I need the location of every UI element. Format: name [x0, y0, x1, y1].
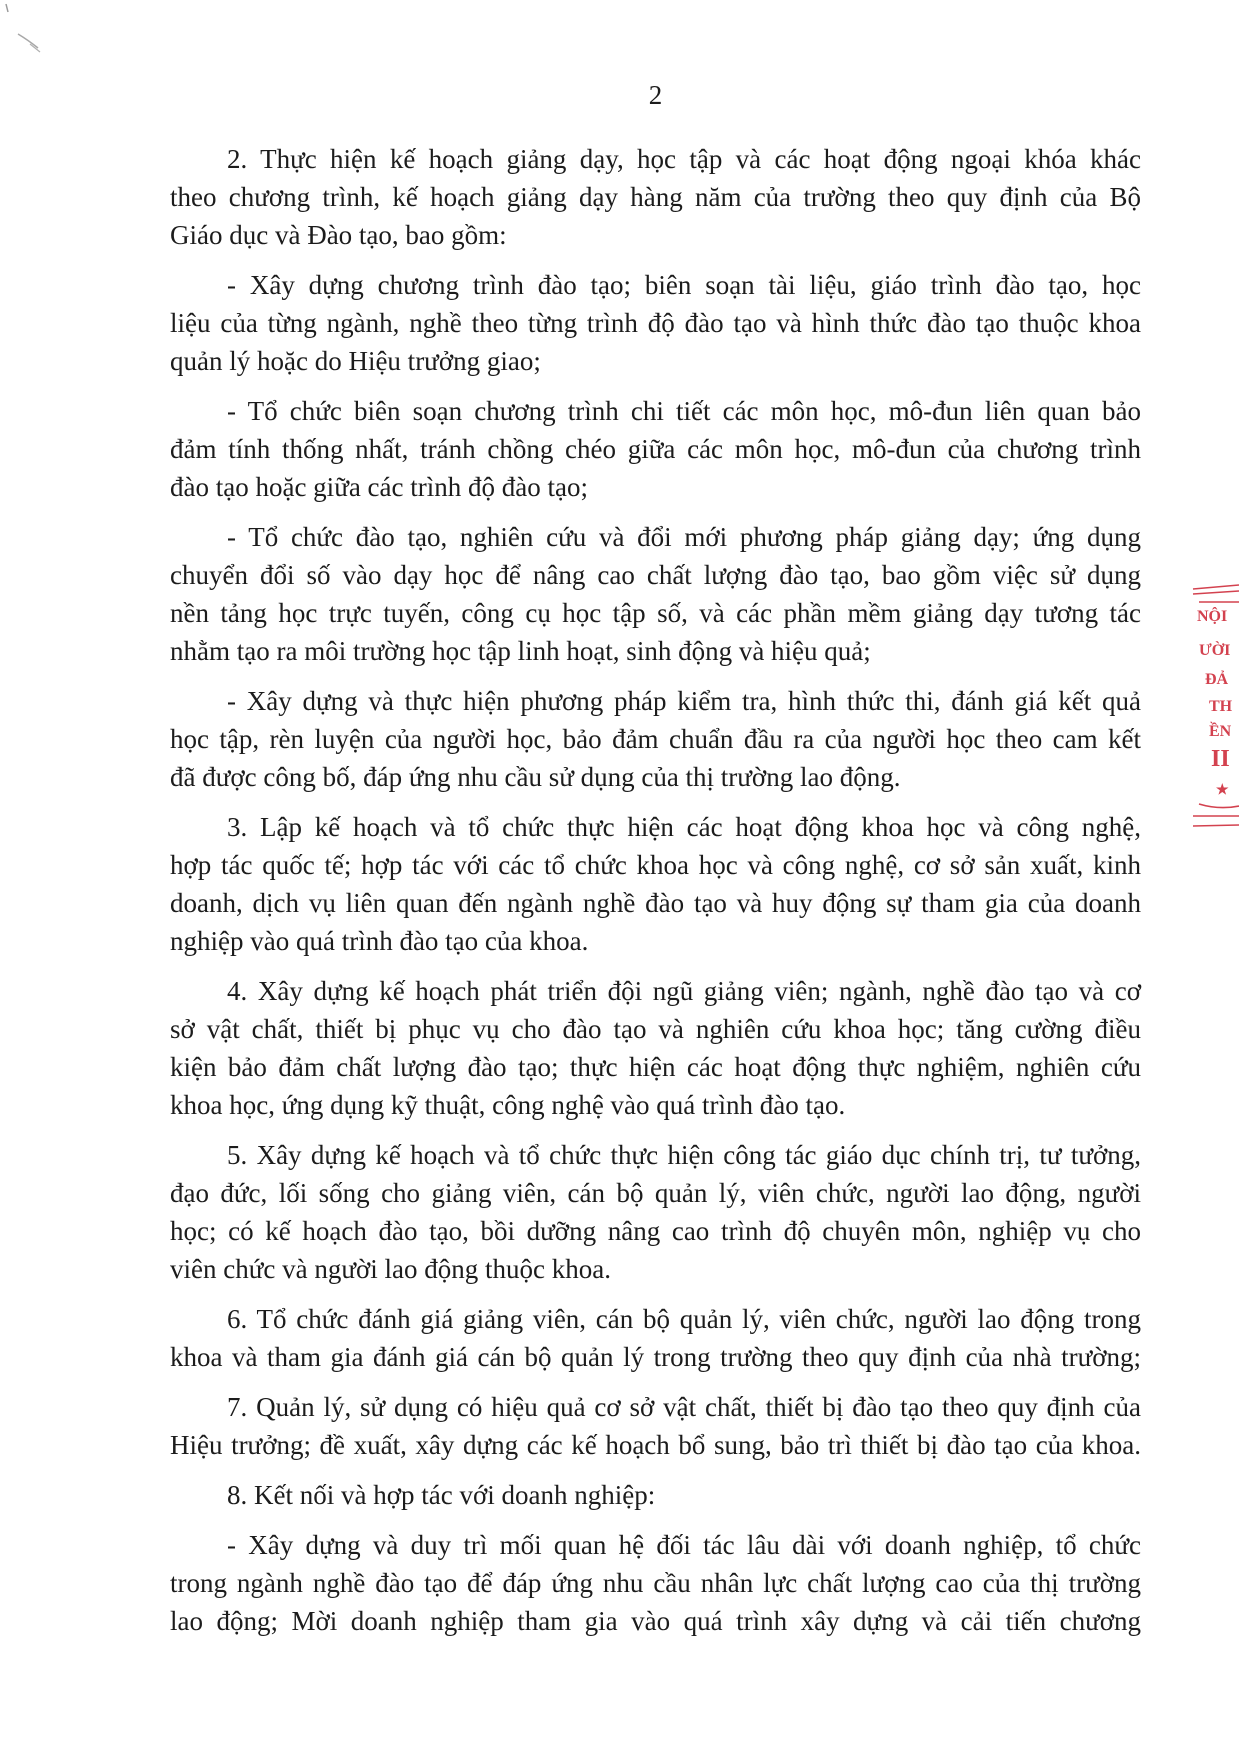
- seal-text: ỀN: [1209, 723, 1232, 740]
- paragraph-line: - Xây dựng và duy trì mối quan hệ đối tác lâu dài với doanh nghiệp, tổ chức: [227, 1530, 1141, 1560]
- paragraph-line: viên chức và người lao động thuộc khoa.: [170, 1254, 611, 1284]
- paragraph-line: 4. Xây dựng kế hoạch phát triển đội ngũ giảng viên; ngành, nghề đào tạo và cơ: [227, 976, 1141, 1006]
- paragraph-line: liệu của từng ngành, nghề theo từng trình độ đào tạo và hình thức đào tạo thuộc khoa: [170, 308, 1141, 338]
- paragraph-line: chuyển đổi số vào dạy học để nâng cao chất lượng đào tạo, bao gồm việc sử dụng: [170, 560, 1141, 590]
- paragraph-line: doanh, dịch vụ liên quan đến ngành nghề đào tạo và huy động sự tham gia của doanh: [170, 888, 1141, 918]
- seal-text: TH: [1209, 698, 1233, 715]
- seal-border-line: [1193, 825, 1239, 826]
- paragraph-line: nền tảng học trực tuyến, công cụ học tập số, và các phần mềm giảng dạy tương tác: [170, 598, 1141, 628]
- paragraph-line: 5. Xây dựng kế hoạch và tổ chức thực hiện công tác giáo dục chính trị, tư tưởng,: [227, 1140, 1141, 1170]
- paragraph-line: quản lý hoặc do Hiệu trưởng giao;: [170, 346, 541, 376]
- paragraph-line: đã được công bố, đáp ứng nhu cầu sử dụng của thị trường lao động.: [170, 762, 901, 792]
- paragraph-line: - Xây dựng chương trình đào tạo; biên soạn tài liệu, giáo trình đào tạo, học: [227, 270, 1141, 300]
- paragraph-line: lao động; Mời doanh nghiệp tham gia vào quá trình xây dựng và cải tiến chương: [170, 1606, 1141, 1636]
- paragraph-line: đạo đức, lối sống cho giảng viên, cán bộ quản lý, viên chức, người lao động, người: [170, 1178, 1141, 1208]
- bullet-paragraph: [170, 682, 1141, 796]
- numbered-paragraph: [170, 1300, 1141, 1376]
- paragraph-line: hợp tác quốc tế; hợp tác với các tổ chức khoa học và công nghệ, cơ sở sản xuất, kinh: [170, 850, 1141, 880]
- page-number: 2: [648, 80, 663, 110]
- seal-text: ĐẢ: [1205, 671, 1229, 688]
- paragraph-line: 3. Lập kế hoạch và tổ chức thực hiện các hoạt động khoa học và công nghệ,: [227, 812, 1141, 842]
- paragraph-line: Giáo dục và Đào tạo, bao gồm:: [170, 220, 507, 250]
- seal-border-line: [1199, 804, 1239, 808]
- red-seal-stamp: [1185, 580, 1239, 840]
- paragraph-line: theo chương trình, kế hoạch giảng dạy hàng năm của trường theo quy định của Bộ: [170, 182, 1141, 212]
- numbered-paragraph: [170, 1476, 1141, 1514]
- paragraph-line: đào tạo hoặc giữa các trình độ đào tạo;: [170, 472, 588, 502]
- numbered-paragraph: [170, 1388, 1141, 1464]
- bullet-paragraph: [170, 266, 1141, 380]
- paragraph-line: 6. Tổ chức đánh giá giảng viên, cán bộ quản lý, viên chức, người lao động trong: [227, 1304, 1141, 1334]
- bullet-paragraph: [170, 392, 1141, 506]
- paragraph-line: kiện bảo đảm chất lượng đào tạo; thực hiện các hoạt động thực nghiệm, nghiên cứu: [170, 1052, 1141, 1082]
- numbered-paragraph: [170, 1136, 1141, 1288]
- paragraph-line: 7. Quản lý, sử dụng có hiệu quả cơ sở vật chất, thiết bị đào tạo theo quy định của: [227, 1392, 1141, 1422]
- paragraph-line: khoa học, ứng dụng kỹ thuật, công nghệ vào quá trình đào tạo.: [170, 1090, 846, 1120]
- paragraph-line: học; có kế hoạch đào tạo, bồi dưỡng nâng cao trình độ chuyên môn, nghiệp vụ cho: [170, 1216, 1141, 1246]
- numbered-paragraph: [170, 972, 1141, 1124]
- paragraph-line: học tập, rèn luyện của người học, bảo đảm chuẩn đầu ra của người học theo cam kết: [170, 724, 1141, 754]
- bullet-paragraph: [170, 518, 1141, 670]
- paragraph-line: Hiệu trưởng; đề xuất, xây dựng các kế hoạch bổ sung, bảo trì thiết bị đào tạo của khoa.: [170, 1430, 1141, 1460]
- numbered-paragraph: [170, 140, 1141, 254]
- document-body: [170, 140, 1141, 1640]
- seal-text: II: [1211, 746, 1230, 772]
- paragraph-line: nhằm tạo ra môi trường học tập linh hoạt, sinh động và hiệu quả;: [170, 636, 871, 666]
- numbered-paragraph: [170, 808, 1141, 960]
- star-icon: ★: [1216, 783, 1229, 798]
- paragraph-line: nghiệp vào quá trình đào tạo của khoa.: [170, 926, 589, 956]
- paragraph-line: - Tổ chức đào tạo, nghiên cứu và đổi mới phương pháp giảng dạy; ứng dụng: [227, 522, 1141, 552]
- paragraph-line: - Xây dựng và thực hiện phương pháp kiểm tra, hình thức thi, đánh giá kết quả: [227, 686, 1141, 716]
- paragraph-line: - Tổ chức biên soạn chương trình chi tiết các môn học, mô-đun liên quan bảo: [227, 396, 1141, 426]
- paragraph-line: khoa và tham gia đánh giá cán bộ quản lý trong trường theo quy định của nhà trường;: [170, 1342, 1141, 1372]
- paragraph-line: 8. Kết nối và hợp tác với doanh nghiệp:: [227, 1480, 656, 1510]
- paragraph-line: trong ngành nghề đào tạo để đáp ứng nhu cầu nhân lực chất lượng cao của thị trường: [170, 1568, 1141, 1598]
- paragraph-line: đảm tính thống nhất, tránh chồng chéo giữa các môn học, mô-đun của chương trình: [170, 434, 1141, 464]
- seal-border-line: [1193, 585, 1239, 589]
- seal-text: ƯỜI: [1199, 642, 1231, 659]
- scan-artifact: [0, 0, 50, 56]
- bullet-paragraph: [170, 1526, 1141, 1640]
- seal-text: NỘI: [1197, 608, 1228, 625]
- paragraph-line: sở vật chất, thiết bị phục vụ cho đào tạo và nghiên cứu khoa học; tăng cường điều: [170, 1014, 1141, 1044]
- paragraph-line: 2. Thực hiện kế hoạch giảng dạy, học tập và các hoạt động ngoại khóa khác: [227, 144, 1141, 174]
- seal-border-line: [1193, 591, 1239, 594]
